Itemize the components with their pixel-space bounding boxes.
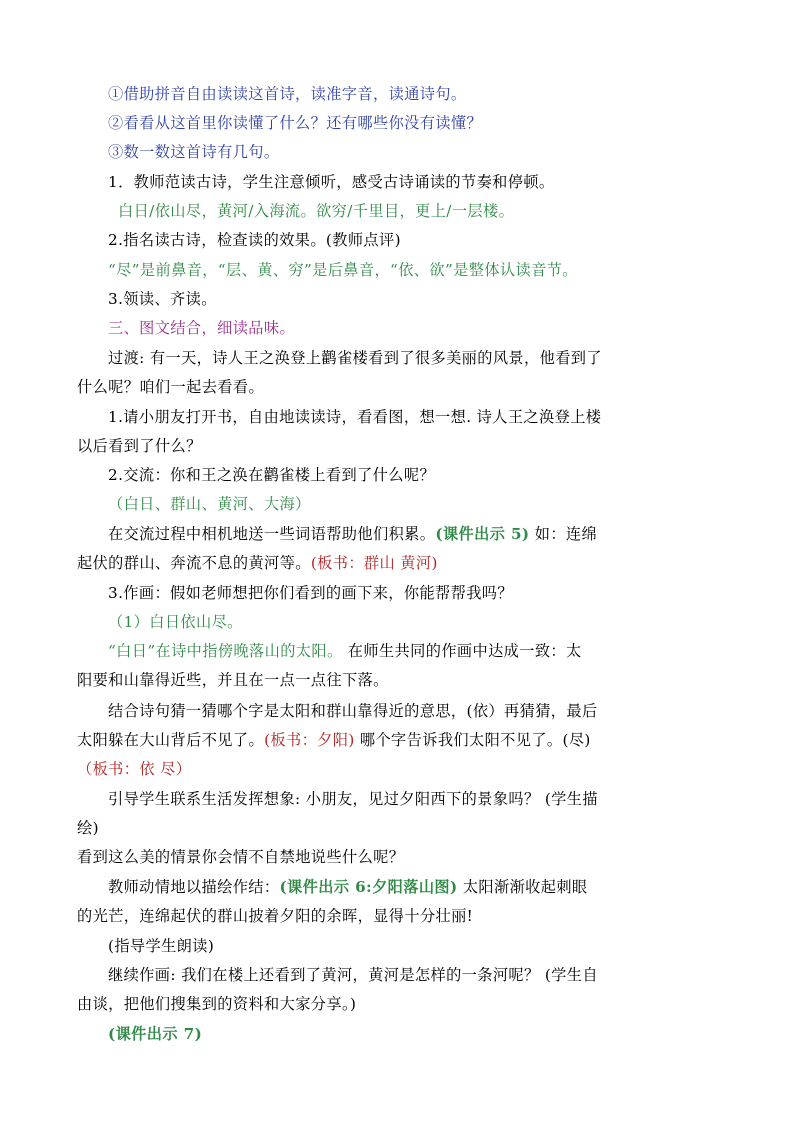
sub-item-1: （1）白日依山尽。 [108, 613, 243, 631]
accumulate-line-2 [77, 553, 438, 573]
question-3: ③数一数这首诗有几句。 [108, 143, 280, 161]
step-1-teacher-reads: 1．教师范读古诗，学生注意倾听，感受古诗诵读的节奏和停顿。 [108, 173, 555, 191]
teacher-summary-desc: 太阳渐渐收起刺眼 [457, 878, 588, 896]
read-task-line-2: 以后看到了什么？ [77, 437, 202, 455]
courseware-7: (课件出示 7) [108, 1025, 203, 1043]
guess-line-2 [77, 730, 591, 750]
transition-line-1: 过渡: 有一天，诗人王之涣登上鹳雀楼看到了很多美丽的风景，他看到了 [108, 349, 602, 367]
section-heading-3: 三、图文结合，细读品味。 [108, 319, 296, 337]
imagine-line-1: 引导学生联系生活发挥想象: 小朋友，见过夕阳西下的景象吗？ (学生描 [108, 790, 598, 808]
teacher-summary-line-2: 的光芒，连绵起伏的群山披着夕阳的余晖，显得十分壮丽! [77, 907, 474, 925]
guide-reading: (指导学生朗读) [108, 937, 215, 955]
accumulate-example: 如：连绵 [529, 525, 598, 543]
continue-line-2: 由谈，把他们搜集到的资料和大家分享。) [77, 995, 357, 1013]
step-2-student-reads: 2.指名读古诗，检查读的效果。(教师点评) [108, 231, 401, 249]
guess-line-1: 结合诗句猜一猜哪个字是太阳和群山靠得近的意思，(依）再猜猜，最后 [108, 702, 598, 720]
sun-line-2: 阳要和山靠得近些，并且在一点一点往下落。 [77, 671, 389, 689]
sun-definition: “白日”在诗中指傍晚落山的太阳。 [108, 642, 343, 660]
question-1: ①借助拼音自由读读这首诗，读准字音，读通诗句。 [108, 85, 467, 103]
step-3-lead-reading: 3.领读、齐读。 [108, 290, 217, 308]
sun-consensus: 在师生共同的作画中达成一致：太 [342, 642, 582, 660]
teacher-summary-text: 教师动情地以描绘作结： [108, 878, 280, 896]
guess-question: 哪个字告诉我们太阳不见了。(尽) [354, 731, 591, 749]
pronunciation-note: “尽”是前鼻音，“层、黄、穷”是后鼻音，“依、欲”是整体认读音节。 [108, 261, 578, 279]
accumulate-text: 在交流过程中相机地送一些词语帮助他们积累。 [108, 525, 436, 543]
courseware-6: (课件出示 6:夕阳落山图) [279, 878, 458, 896]
blackboard-note-1: (板书：群山 黄河) [310, 554, 438, 572]
blackboard-note-2: (板书：夕阳) [264, 731, 355, 749]
drawing-task: 3.作画：假如老师想把你们看到的画下来，你能帮帮我吗？ [108, 584, 513, 602]
blackboard-note-3: （板书：依 尽） [77, 760, 192, 778]
continue-line-1: 继续作画: 我们在楼上还看到了黄河，黄河是怎样的一条河呢？ (学生自 [108, 966, 598, 984]
accumulate-line-1 [108, 524, 597, 544]
exchange-question: 2.交流：你和王之涣在鹳雀楼上看到了什么呢？ [108, 466, 436, 484]
accumulate-text-2: 起伏的群山、奔流不息的黄河等。 [77, 554, 311, 572]
poem-rhythm: 白日/依山尽，黄河/入海流。欲穷/千里目，更上/一层楼。 [118, 202, 515, 220]
imagine-line-2: 绘) [77, 819, 99, 837]
guess-text: 太阳躲在大山背后不见了。 [77, 731, 265, 749]
sun-line-1 [108, 641, 582, 661]
question-2: ②看看从这首里你读懂了什么？还有哪些你没有读懂？ [108, 114, 483, 132]
exchange-answer: （白日、群山、黄河、大海） [108, 495, 311, 513]
feeling-question: 看到这么美的情景你会情不自禁地说些什么呢？ [77, 848, 405, 866]
transition-line-2: 什么呢？咱们一起去看看。 [77, 378, 265, 396]
teacher-summary-line-1 [108, 877, 588, 897]
courseware-5: (课件出示 5) [435, 525, 530, 543]
read-task-line-1: 1.请小朋友打开书，自由地读读诗，看看图，想一想. 诗人王之涣登上楼 [108, 408, 602, 426]
